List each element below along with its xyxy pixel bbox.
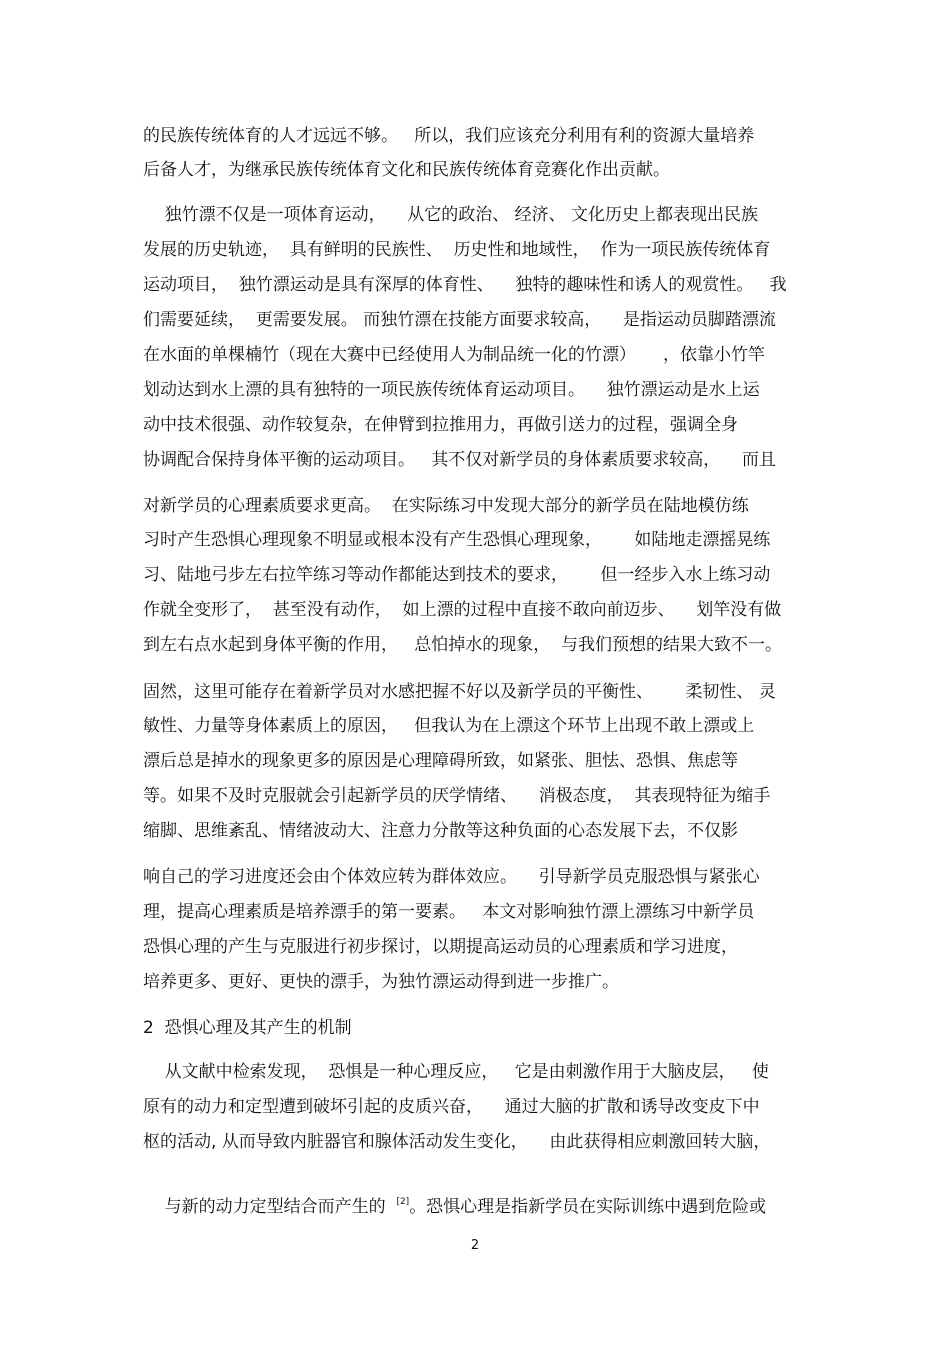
body-line-3: 独竹漂不仅是一项体育运动， 从它的政治、 经济、 文化历史上都表现出民族: [143, 205, 759, 225]
body-line-20: 缩脚、思维紊乱、情绪波动大、注意力分散等这种负面的心态发展下去，不仅影: [143, 821, 738, 841]
body-line-21: 响自己的学习进度还会由个体效应转为群体效应。 引导新学员克服恐惧与紧张心: [143, 867, 760, 887]
body-line-25: 从文献中检索发现， 恐惧是一种心理反应， 它是由刺激作用于大脑皮层， 使: [143, 1062, 769, 1082]
body-line-6: 们需要延续， 更需要发展。 而独竹漂在技能方面要求较高， 是指运动员脚踏漂流: [143, 310, 776, 330]
citation-superscript: [2]: [396, 1197, 410, 1207]
body-line-26: 原有的动力和定型遭到破坏引起的皮质兴奋， 通过大脑的扩散和诱导改变皮下中: [143, 1097, 760, 1117]
body-line-14: 作就全变形了， 甚至没有动作， 如上漂的过程中直接不敢向前迈步、 划竿没有做: [143, 600, 782, 620]
body-line-13: 习、陆地弓步左右拉竿练习等动作都能达到技术的要求， 但一经步入水上练习动: [143, 565, 771, 585]
body-line-22: 理，提高心理素质是培养漂手的第一要素。 本文对影响独竹漂上漂练习中新学员: [143, 902, 755, 922]
body-line-15: 到左右点水起到身体平衡的作用， 总怕掉水的现象， 与我们预想的结果大致不一。: [143, 635, 783, 655]
body-line-2: 后备人才，为继承民族传统体育文化和民族传统体育竞赛化作出贡献。: [143, 160, 670, 180]
body-line-16: 固然，这里可能存在着新学员对水感把握不好以及新学员的平衡性、 柔韧性、 灵: [143, 682, 776, 702]
body-line-1: 的民族传统体育的人才远远不够。 所以，我们应该充分利用有利的资源大量培养: [143, 126, 755, 146]
body-line-9: 动中技术很强、动作较复杂，在伸臂到拉推用力，再做引送力的过程，强调全身: [143, 415, 738, 435]
body-line-10: 协调配合保持身体平衡的运动项目。 其不仅对新学员的身体素质要求较高， 而且: [143, 450, 776, 470]
body-line-7: 在水面的单棵楠竹（现在大赛中已经使用人为制品统一化的竹漂） ，依靠小竹竿: [143, 345, 766, 365]
body-line-8: 划动达到水上漂的具有独特的一项民族传统体育运动项目。 独竹漂运动是水上运: [143, 380, 760, 400]
body-line-18: 漂后总是掉水的现象更多的原因是心理障碍所致，如紧张、胆怯、恐惧、焦虑等: [143, 751, 738, 771]
body-line-27: 枢的活动, 从而导致内脏器官和腺体活动发生变化， 由此获得相应刺激回转大脑，: [143, 1132, 771, 1152]
section-heading: 2 恐惧心理及其产生的机制: [143, 1018, 352, 1038]
body-line-11: 对新学员的心理素质要求更高。 在实际练习中发现大部分的新学员在陆地模仿练: [143, 496, 749, 516]
last-line-end: 。恐惧心理是指新学员在实际训练中遇到危险或: [409, 1197, 767, 1217]
body-line-17: 敏性、力量等身体素质上的原因， 但我认为在上漂这个环节上出现不敢上漂或上: [143, 716, 755, 736]
body-line-12: 习时产生恐惧心理现象不明显或根本没有产生恐惧心理现象， 如陆地走漂摇晃练: [143, 530, 771, 550]
page-number: 2: [470, 1238, 480, 1253]
body-line-23: 恐惧心理的产生与克服进行初步探讨，以期提高运动员的心理素质和学习进度，: [143, 937, 738, 957]
last-line-start: 与新的动力定型结合而产生的: [164, 1197, 397, 1217]
body-line-28: [143, 1172, 766, 1237]
body-line-24: 培养更多、更好、更快的漂手，为独竹漂运动得到进一步推广。: [143, 972, 619, 992]
body-line-19: 等。如果不及时克服就会引起新学员的厌学情绪、 消极态度， 其表现特征为缩手: [143, 786, 771, 806]
body-line-4: 发展的历史轨迹， 具有鲜明的民族性、 历史性和地域性， 作为一项民族传统体育: [143, 240, 771, 260]
body-line-5: 运动项目， 独竹漂运动是具有深厚的体育性、 独特的趣味性和诱人的观赏性。 我: [143, 275, 787, 295]
